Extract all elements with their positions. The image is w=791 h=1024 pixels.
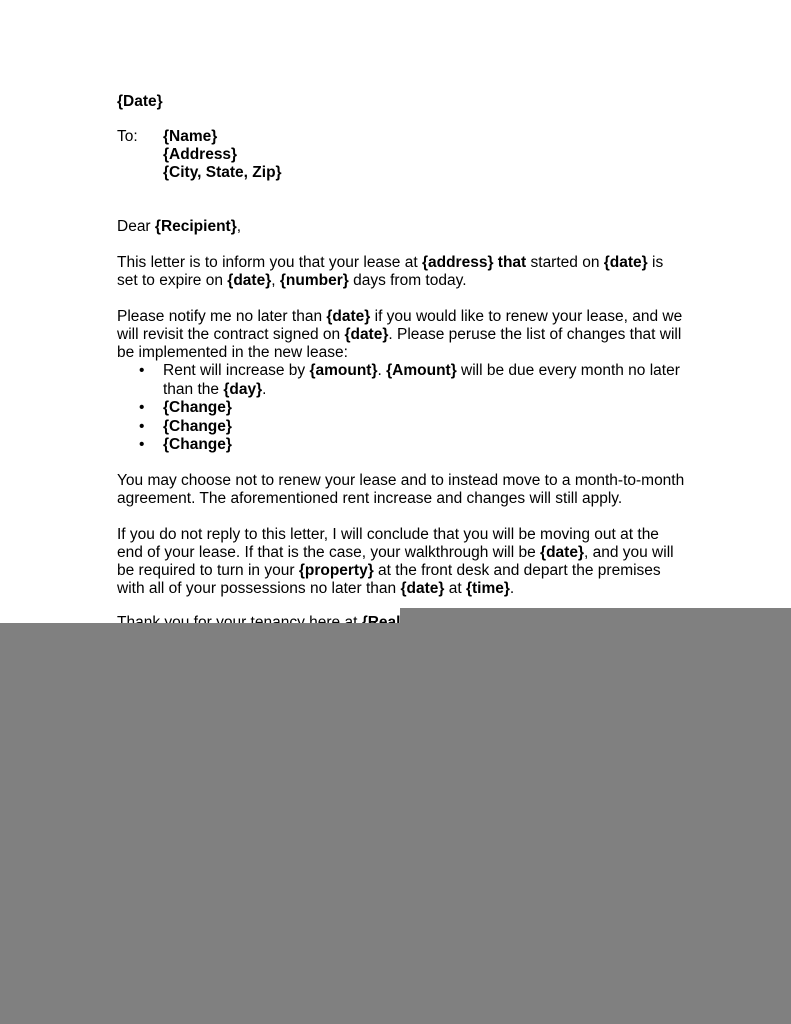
paragraph-lease-expiry: This letter is to inform you that your lease at {address} that started on {date} is set to expire on {date}, {number} days from today. xyxy=(117,254,664,289)
list-item: • Rent will increase by {amount}. {Amount} will be due every month no later than the {day}. xyxy=(117,362,687,399)
list-item: • {Change} xyxy=(117,418,687,437)
list-item: • {Change} xyxy=(117,436,687,455)
address-street: {Address} xyxy=(163,146,238,163)
redaction-overlay-top xyxy=(400,608,791,624)
to-label: To: xyxy=(117,128,138,145)
list-item: • {Change} xyxy=(117,399,687,418)
paragraph-move-out: If you do not reply to this letter, I will conclude that you will be moving out at the end of your lease. If that is the case, your walkthrough will be {date}, and you will be required to turn in your {property} at the front desk and depart the premises with all of your possessions no later than {date} at {time}. xyxy=(117,526,674,597)
salutation: Dear {Recipient}, xyxy=(117,218,242,235)
changes-list xyxy=(117,362,687,455)
paragraph-month-to-month: You may choose not to renew your lease and to instead move to a month-to-month agreement. The aforementioned rent increase and changes will still apply. xyxy=(117,472,685,507)
redaction-overlay xyxy=(0,623,791,1024)
letter-date: {Date} xyxy=(117,93,163,110)
recipient-address xyxy=(163,128,282,182)
address-name: {Name} xyxy=(163,128,218,145)
address-city: {City, State, Zip} xyxy=(163,164,282,181)
paragraph-renewal-notice: Please notify me no later than {date} if you would like to renew your lease, and we will revisit the contract signed on {date}. Please peruse the list of changes that will be implemented in the new lease: xyxy=(117,308,683,361)
